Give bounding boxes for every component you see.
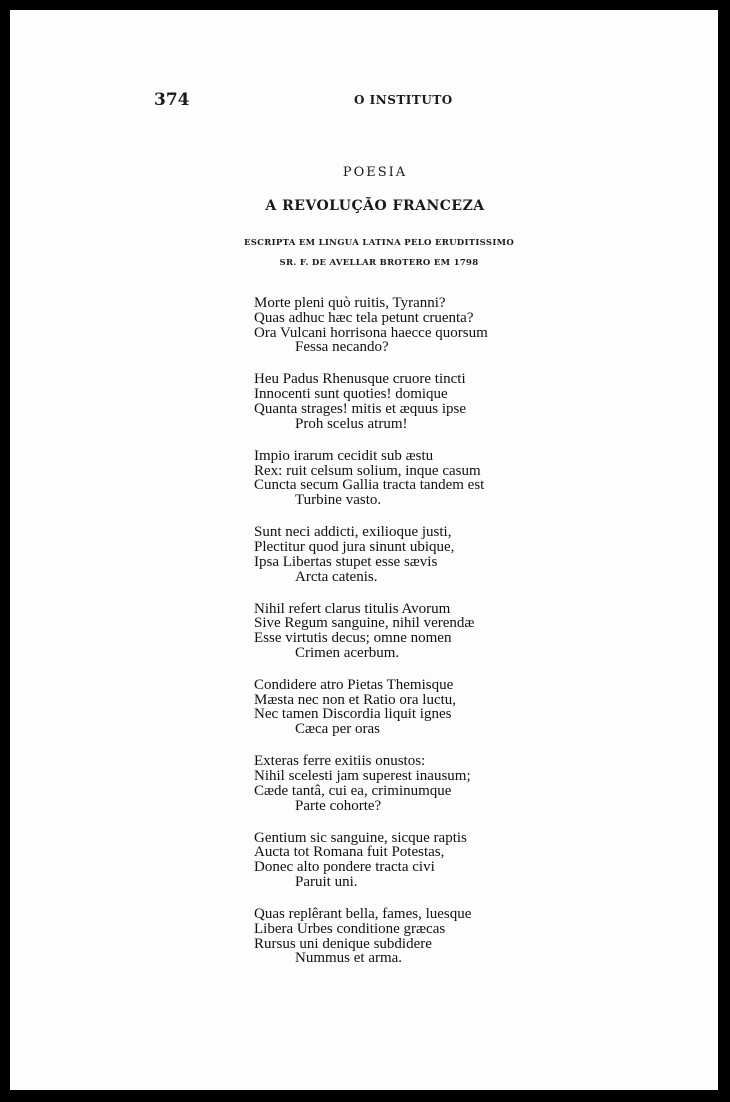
verse-line: Cæde tantâ, cui ea, criminumque <box>254 782 452 799</box>
verse-line-short: Parte cohorte? <box>295 797 382 814</box>
page-header <box>154 90 584 112</box>
section-title: POESIA <box>342 165 408 180</box>
verse-line: Esse virtutis decus; omne nomen <box>254 630 452 647</box>
verse-line-short: Fessa necando? <box>295 339 389 356</box>
verse-line: Quanta strages! mitis et æquus ipse <box>254 400 467 417</box>
verse-line: Libera Urbes conditione græcas <box>254 920 446 937</box>
stanza <box>254 525 654 584</box>
verse-line: Aucta tot Romana fuit Potestas, <box>254 844 445 861</box>
verse-line-short: Paruit uni. <box>295 874 358 891</box>
verse-line: Quas replêrant bella, fames, luesque <box>254 906 472 922</box>
verse-line: Quas adhuc hæc tela petunt cruenta? <box>254 309 474 326</box>
stanza <box>254 372 654 431</box>
poem-body <box>254 296 654 983</box>
stanza <box>254 602 654 661</box>
verse-line: Innocenti sunt quoties! domique <box>254 386 448 403</box>
verse-line: Ipsa Libertas stupet esse sævis <box>254 553 438 570</box>
verse-line-short: Cæca per oras <box>295 721 380 738</box>
verse-line: Nihil scelesti jam superest inausum; <box>254 768 471 785</box>
verse-line: Morte pleni quò ruitis, Tyranni? <box>254 295 446 311</box>
verse-line: Nihil refert clarus titulis Avorum <box>254 600 451 617</box>
verse-line: Rex: ruit celsum solium, inque casum <box>254 462 481 479</box>
document-page <box>10 10 718 1090</box>
verse-line-short: Proh scelus atrum! <box>295 415 408 432</box>
stanza <box>254 907 654 966</box>
verse-line: Mæsta nec non et Ratio ora luctu, <box>254 691 457 708</box>
verse-line: Sunt neci addicti, exilioque justi, <box>254 524 452 541</box>
stanza <box>254 296 654 355</box>
running-title: O INSTITUTO <box>354 93 453 107</box>
verse-line: Rursus uni denique subdidere <box>254 935 432 952</box>
stanza <box>254 678 654 737</box>
verse-line: Exteras ferre exitiis onustos: <box>254 753 426 770</box>
verse-line-short: Turbine vasto. <box>295 492 382 509</box>
page-number: 374 <box>154 90 190 110</box>
verse-line-short: Nummus et arma. <box>295 950 403 967</box>
subtitle-line-1: ESCRIPTA EM LINGUA LATINA PELO ERUDITISSIMO <box>243 238 515 248</box>
verse-line-short: Arcta catenis. <box>295 568 378 585</box>
stanza <box>254 754 654 813</box>
verse-line: Impio irarum cecidit sub æstu <box>254 447 434 464</box>
stanza <box>254 831 654 890</box>
verse-line: Plectitur quod jura sinunt ubique, <box>254 538 455 555</box>
verse-line: Cuncta secum Gallia tracta tandem est <box>254 477 485 494</box>
verse-line: Sive Regum sanguine, nihil verendæ <box>254 615 475 632</box>
stanza <box>254 449 654 508</box>
verse-line: Condidere atro Pietas Themisque <box>254 676 454 693</box>
verse-line: Ora Vulcani horrisona haecce quorsum <box>254 324 488 341</box>
verse-line-short: Crimen acerbum. <box>295 644 400 661</box>
subtitle-line-2: SR. F. DE AVELLAR BROTERO EM 1798 <box>279 258 479 268</box>
verse-line: Donec alto pondere tracta civi <box>254 859 435 876</box>
verse-line: Heu Padus Rhenusque cruore tincti <box>254 371 466 388</box>
verse-line: Gentium sic sanguine, sicque raptis <box>254 829 467 846</box>
verse-line: Nec tamen Discordia liquit ignes <box>254 706 452 723</box>
poem-title: A REVOLUÇÃO FRANCEZA <box>265 198 485 214</box>
